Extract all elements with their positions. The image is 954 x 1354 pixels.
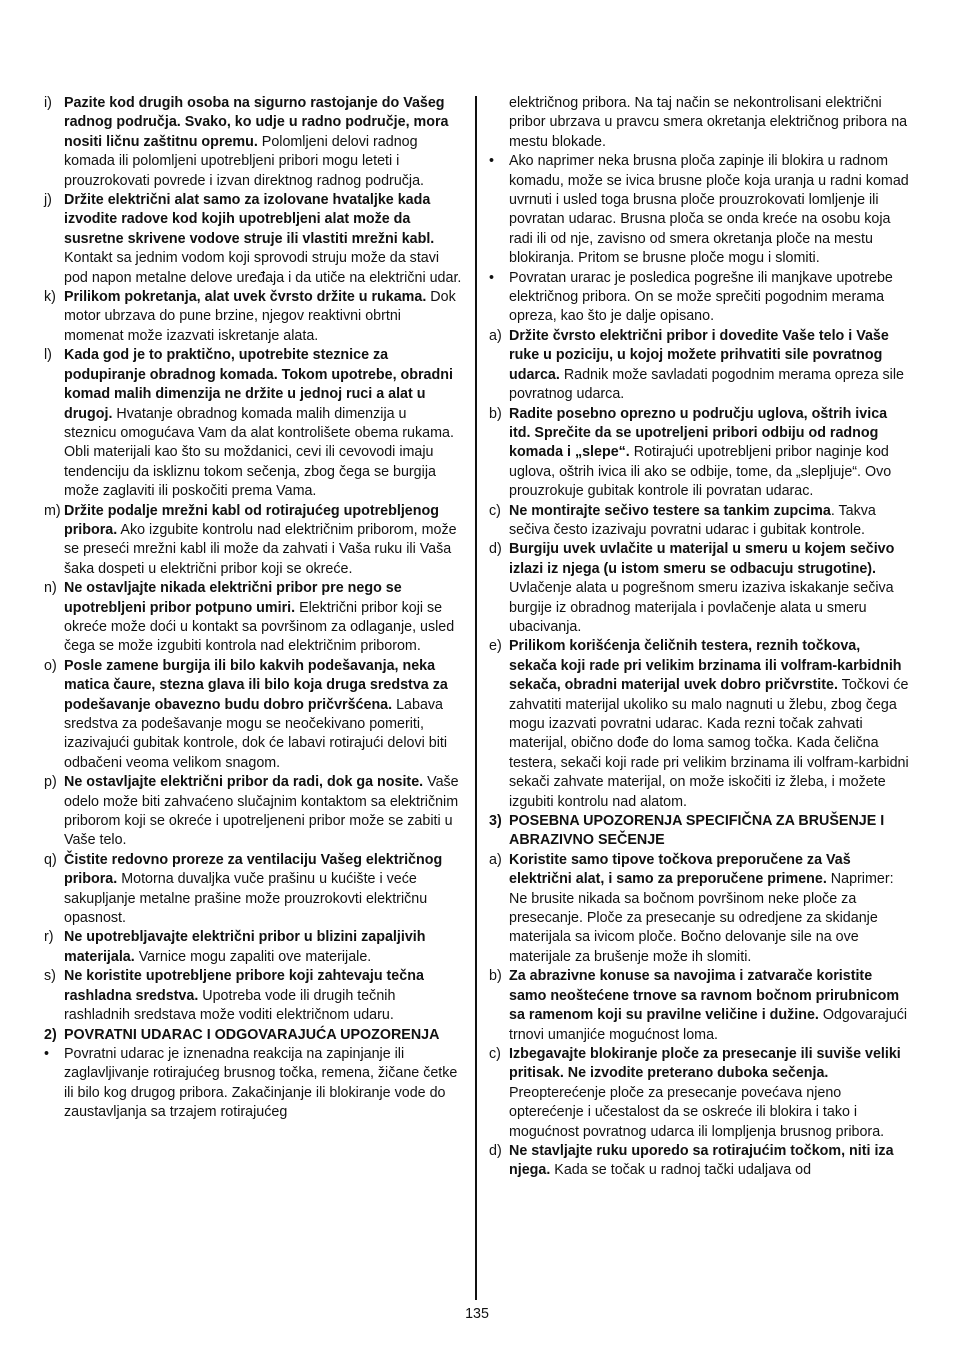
item-marker: p) (44, 774, 57, 791)
page-number: 135 (465, 1306, 489, 1322)
instruction-s (44, 967, 462, 1025)
instruction-l (44, 346, 462, 501)
instruction-bold: Ne upotrebljavajte električni pribor u blizini zapaljivih materijala. (64, 929, 426, 965)
instruction-text: Hvatanje obradnog komada malih dimenzija u steznicu omogućava Vam da alat kontrolišete obema rukama. Obli materijali kao što su moždanici, cevi ili cevovodi imaju tendenciju da iskliznu tokom sečenja, zbog čega se burgija može zaglaviti ili poskočiti prema Vama. (64, 405, 454, 500)
instruction-bold: Prilikom pokretanja, alat uvek čvrsto držite u rukama. (64, 289, 427, 306)
instruction-d2 (489, 1142, 911, 1181)
instruction-bold: Koristite samo tipove točkova preporučene za Vaš električni alat, i samo za preporučene primene. (509, 851, 851, 888)
instruction-j (44, 191, 462, 288)
instruction-d (489, 540, 911, 637)
instruction-text: Preopterećenje ploče za presecanje povećava njeno opterećenje i učestalost da se oskreće ili blokira i tako i mogućnost povratnog udarca ili lompljenja brusnog pribora. (509, 1084, 885, 1140)
instruction-text: Upotreba vode ili drugih tečnih rashladnih sredstava može voditi električnom udaru. (64, 987, 396, 1024)
instruction-bold: Ne ostavljajte električni pribor da radi, dok ga nosite. (64, 774, 424, 791)
instruction-n (44, 579, 462, 657)
instruction-o (44, 657, 462, 773)
instruction-text: Odgovarajući trnovi umanjiće mogućnost loma. (509, 1007, 908, 1043)
section-number: 2) (44, 1026, 57, 1043)
instruction-text: Dok motor ubrzava do pune brzine, njegov reaktivni obrtni momenat može izazvati iskretanje alata. (64, 289, 456, 344)
instruction-bold: Radite posebno oprezno u području uglova, oštrih ivica itd. Sprečite da se upotreljeni pribori odbiju od radnog komada i „slepe“. (509, 405, 888, 461)
item-marker: c) (489, 502, 501, 519)
instruction-bold: Držite električni alat samo za izolovane hvataljke kada izvodite radove kod kojih upotrebljeni alat može da susretne skrivene vodove struje ili vlastiti mrežni kabl. (64, 192, 435, 247)
instruction-bold: Držite podalje mrežni kabl od rotirajućeg upotrebljenog pribora. (64, 502, 439, 538)
bullet-text: Ako naprimer neka brusna ploča zapinje ili blokira u radnom komadu, može se ivica brusne ploče koja uranja u radni komad uvrnuti i usled toga brusna ploče prouzrokovati lomljenje ili povratan udarac. Brusna ploča se onda kreće na osobu koja radi ili od nje, zavisno od smera okretanja ploče na mestu blokiranja. Pritom se brusne ploče mogu i slomiti. (509, 153, 909, 267)
instruction-bold: Ne stavljajte ruku uporedo sa rotirajućim točkom, niti iza njega. (509, 1142, 894, 1179)
bullet-item (44, 1045, 462, 1123)
instruction-m (44, 502, 462, 580)
section-heading-3 (489, 812, 911, 851)
instruction-text: Kada se točak u radnoj tački udaljava od (550, 1162, 812, 1179)
item-marker: s) (44, 968, 56, 985)
section-title: POSEBNA UPOZORENJA SPECIFIČNA ZA BRUŠENJE I ABRAZIVNO SEČENJE (509, 813, 885, 849)
item-marker: a) (489, 851, 502, 868)
instruction-bold: Kada god je to praktično, upotrebite steznice za podupiranje obradnog komada. Tokom upotrebe, obradni komad malih dimenzija ne držite u jednoj ruci a alat u drugoj. (64, 347, 453, 422)
instruction-text: Polomljeni delovi radnog komada ili polomljeni upotrebljeni pribori mogu leteti i prouzrokovati povrede i izvan direktnog radnog područja. (64, 133, 425, 189)
bullet-text: Povratni udarac je iznenadna reakcija na zapinjanje ili zaglavljivanje rotirajućeg brusnog točka, remena, žičane četke ili bilo kog drugog pribora. Zakačinjanje ili blokiranje vode do zaustavljanja sa trzajem rotirajućeg (64, 1045, 458, 1121)
instruction-e (489, 637, 911, 812)
instruction-bold: Izbegavajte blokiranje ploče za presecanje ili suviše veliki pritisak. Ne izvodite preterano duboka sečenja. (509, 1045, 901, 1082)
instruction-text: Motorna duvaljka vuče prašinu u kućište i veće sakupljanje metalne prašine može prouzrokovti električnu opasnost. (64, 871, 428, 927)
continued-text: električnog pribora. Na taj način se nekontrolisani električni pribor ubrzava u pravcu smera okretanja električnog pribora na mestu blokade. (509, 95, 908, 150)
instruction-text: Rotirajući upotrebljeni pribor naginje kod uglova, oštrih ivica ili ako se odbije, tome, da „slepljuje“. Ovo prouzrokuje gubitak kontrole ili povratan udarac. (509, 444, 892, 500)
item-marker: n) (44, 580, 57, 597)
bullet-marker: • (44, 1045, 50, 1062)
instruction-text: Radnik može savladati pogodnim merama opreza sile povratnog udarca. (509, 366, 904, 403)
instruction-text: Labava sredstva za podešavanje mogu se neočekivano pomeriti, izazivajući gubitak kontrole, dok će labavi rotirajući delovi biti odbačeni veoma velikom snagom. (64, 696, 448, 771)
instruction-p (44, 773, 462, 851)
bullet-marker: • (489, 153, 495, 170)
instruction-a2 (489, 851, 911, 967)
item-marker: i) (44, 95, 52, 111)
bullet-item (489, 152, 911, 268)
instruction-c2 (489, 1045, 911, 1142)
instruction-bold: Čistite redovno proreze za ventilaciju Vašeg električnog pribora. (64, 851, 443, 888)
item-marker: k) (44, 289, 56, 306)
item-marker: j) (44, 192, 52, 209)
bullet-text: Povratan urarac je posledica pogrešne ili manjkave upotrebe električnog pribora. On se može sprečiti pogodnim merama opreza, kao što je dalje opisano. (509, 269, 893, 325)
instruction-text: Ako izgubite kontrolu nad električnim priborom, može se preseći mrežni kabl ili može da zahvati i Vaša ruku ili Vaša šaka dospeti u električni pribor koji se okreće. (64, 521, 457, 577)
item-marker: b) (489, 968, 502, 985)
instruction-i (44, 94, 462, 191)
instruction-text: Električni pribor koji se okreće može doći u kontakt sa površinom za odlaganje, usled čega se može izgubiti kontrola nad električnim priborom. (64, 599, 455, 655)
instruction-q (44, 851, 462, 929)
section-title: POVRATNI UDARAC I ODGOVARAJUĆA UPOZORENJA (64, 1026, 440, 1043)
section-number: 3) (489, 813, 502, 830)
instruction-text: Točkovi će zahvatiti materijal ukoliko su malo nagnuti u žlebu, zbog čega mogu izazvati povratni udarac. Kada rezni točak zahvati materijal, obično dođe do loma samog točka. Kada čelična testera, sekači koji rade pri velikim brzinama ili volfram-karbidni sekači zahvate materijal, on može iskočiti iz žleba, i možete izgubiti kontrolu nad alatom. (509, 677, 909, 810)
instruction-bold: Ne koristite upotrebljene pribore koji zahtevaju tečna rashladna sredstva. (64, 968, 424, 1004)
item-marker: o) (44, 657, 57, 674)
item-marker: b) (489, 405, 502, 422)
instruction-text: Vaše odelo može biti zahvaćeno slučajnim kontaktom sa električnim priborom koji se okreće i upotreljeneni pribor može se zabiti u Vaše telo. (64, 774, 459, 849)
instruction-bold: Burgiju uvek uvlačite u materijal u smeru u kojem sečivo izlazi iz njega (u istom smeru se odbacuju strugotine). (509, 541, 895, 577)
item-marker: a) (489, 327, 502, 344)
instruction-c (489, 502, 911, 541)
instruction-b2 (489, 967, 911, 1045)
bullet-item (489, 269, 911, 327)
instruction-bold: Držite čvrsto električni pribor i dovedite Vaše telo i Vaše ruke u poziciju, u kojoj možete prihvatiti sile povratnog udarca. (509, 327, 889, 383)
instruction-bold: Posle zamene burgija ili bilo kakvih podešavanja, neka matica čaure, stezna glava ili bilo koja druga sredstva za podešavanje obavezno budu dobro pričvršćena. (64, 657, 448, 713)
instruction-text: Uvlačenje alata u pogrešnom smeru izaziva iskakanje sečiva burgije iz obradnog materijala i povlačenje alata u smeru ubacivanja. (509, 580, 894, 635)
item-marker: c) (489, 1045, 501, 1062)
instruction-text: . Takva sečiva često izazivaju povratni udarac i gubitak kontrole. (509, 502, 876, 538)
item-marker: d) (489, 541, 502, 558)
instruction-text: Naprimer: Ne brusite nikada sa bočnom površinom neke ploče za presecanje. Ploče za presecanje su odredjene za skidanje materijala sa ivicom ploče. Bočno delovanje sile na ove materijale za brušenje može ih slomiti. (509, 871, 894, 965)
left-column (44, 94, 462, 1123)
column-divider (475, 96, 477, 1300)
instruction-bold: Prilikom korišćenja čeličnih testera, reznih točkova, sekača koji rade pri velikim brzinama ili volfram-karbidnih sekača, obradni materijal uvek dobro pričvrstite. (509, 638, 902, 694)
item-marker: m) (44, 502, 61, 519)
item-marker: l) (44, 347, 52, 364)
bullet-marker: • (489, 269, 495, 286)
instruction-a (489, 327, 911, 405)
instruction-k (44, 288, 462, 346)
right-column (489, 94, 911, 1181)
instruction-bold: Ne montirajte sečivo testere sa tankim zupcima (509, 502, 831, 519)
instruction-b (489, 405, 911, 502)
instruction-text: Kontakt sa jednim vodom koji sprovodi struju može da stavi pod napon metalne delove uređaja i da utiče na električni udar. (64, 250, 462, 286)
section-heading-2 (44, 1026, 462, 1045)
instruction-bold: Za abrazivne konuse sa navojima i zatvarače koristite samo neoštećene trnove sa ravnom bočnom prirubnicom sa ramenom koji su pravilne veličine i dužine. (509, 968, 900, 1024)
instruction-r (44, 928, 462, 967)
item-marker: e) (489, 638, 502, 655)
instruction-bold: Pazite kod drugih osoba na sigurno rastojanje do Vašeg radnog područja. Svako, ko udje u radno područje, mora nositi ličnu zaštitnu opremu. (64, 95, 449, 150)
item-marker: q) (44, 851, 57, 868)
instruction-text: Varnice mogu zapaliti ove materijale. (134, 948, 372, 965)
item-marker: r) (44, 929, 54, 946)
item-marker: d) (489, 1142, 502, 1159)
instruction-bold: Ne ostavljajte nikada električni pribor pre nego se upotrebljeni pribor potpuno umiri. (64, 580, 402, 616)
